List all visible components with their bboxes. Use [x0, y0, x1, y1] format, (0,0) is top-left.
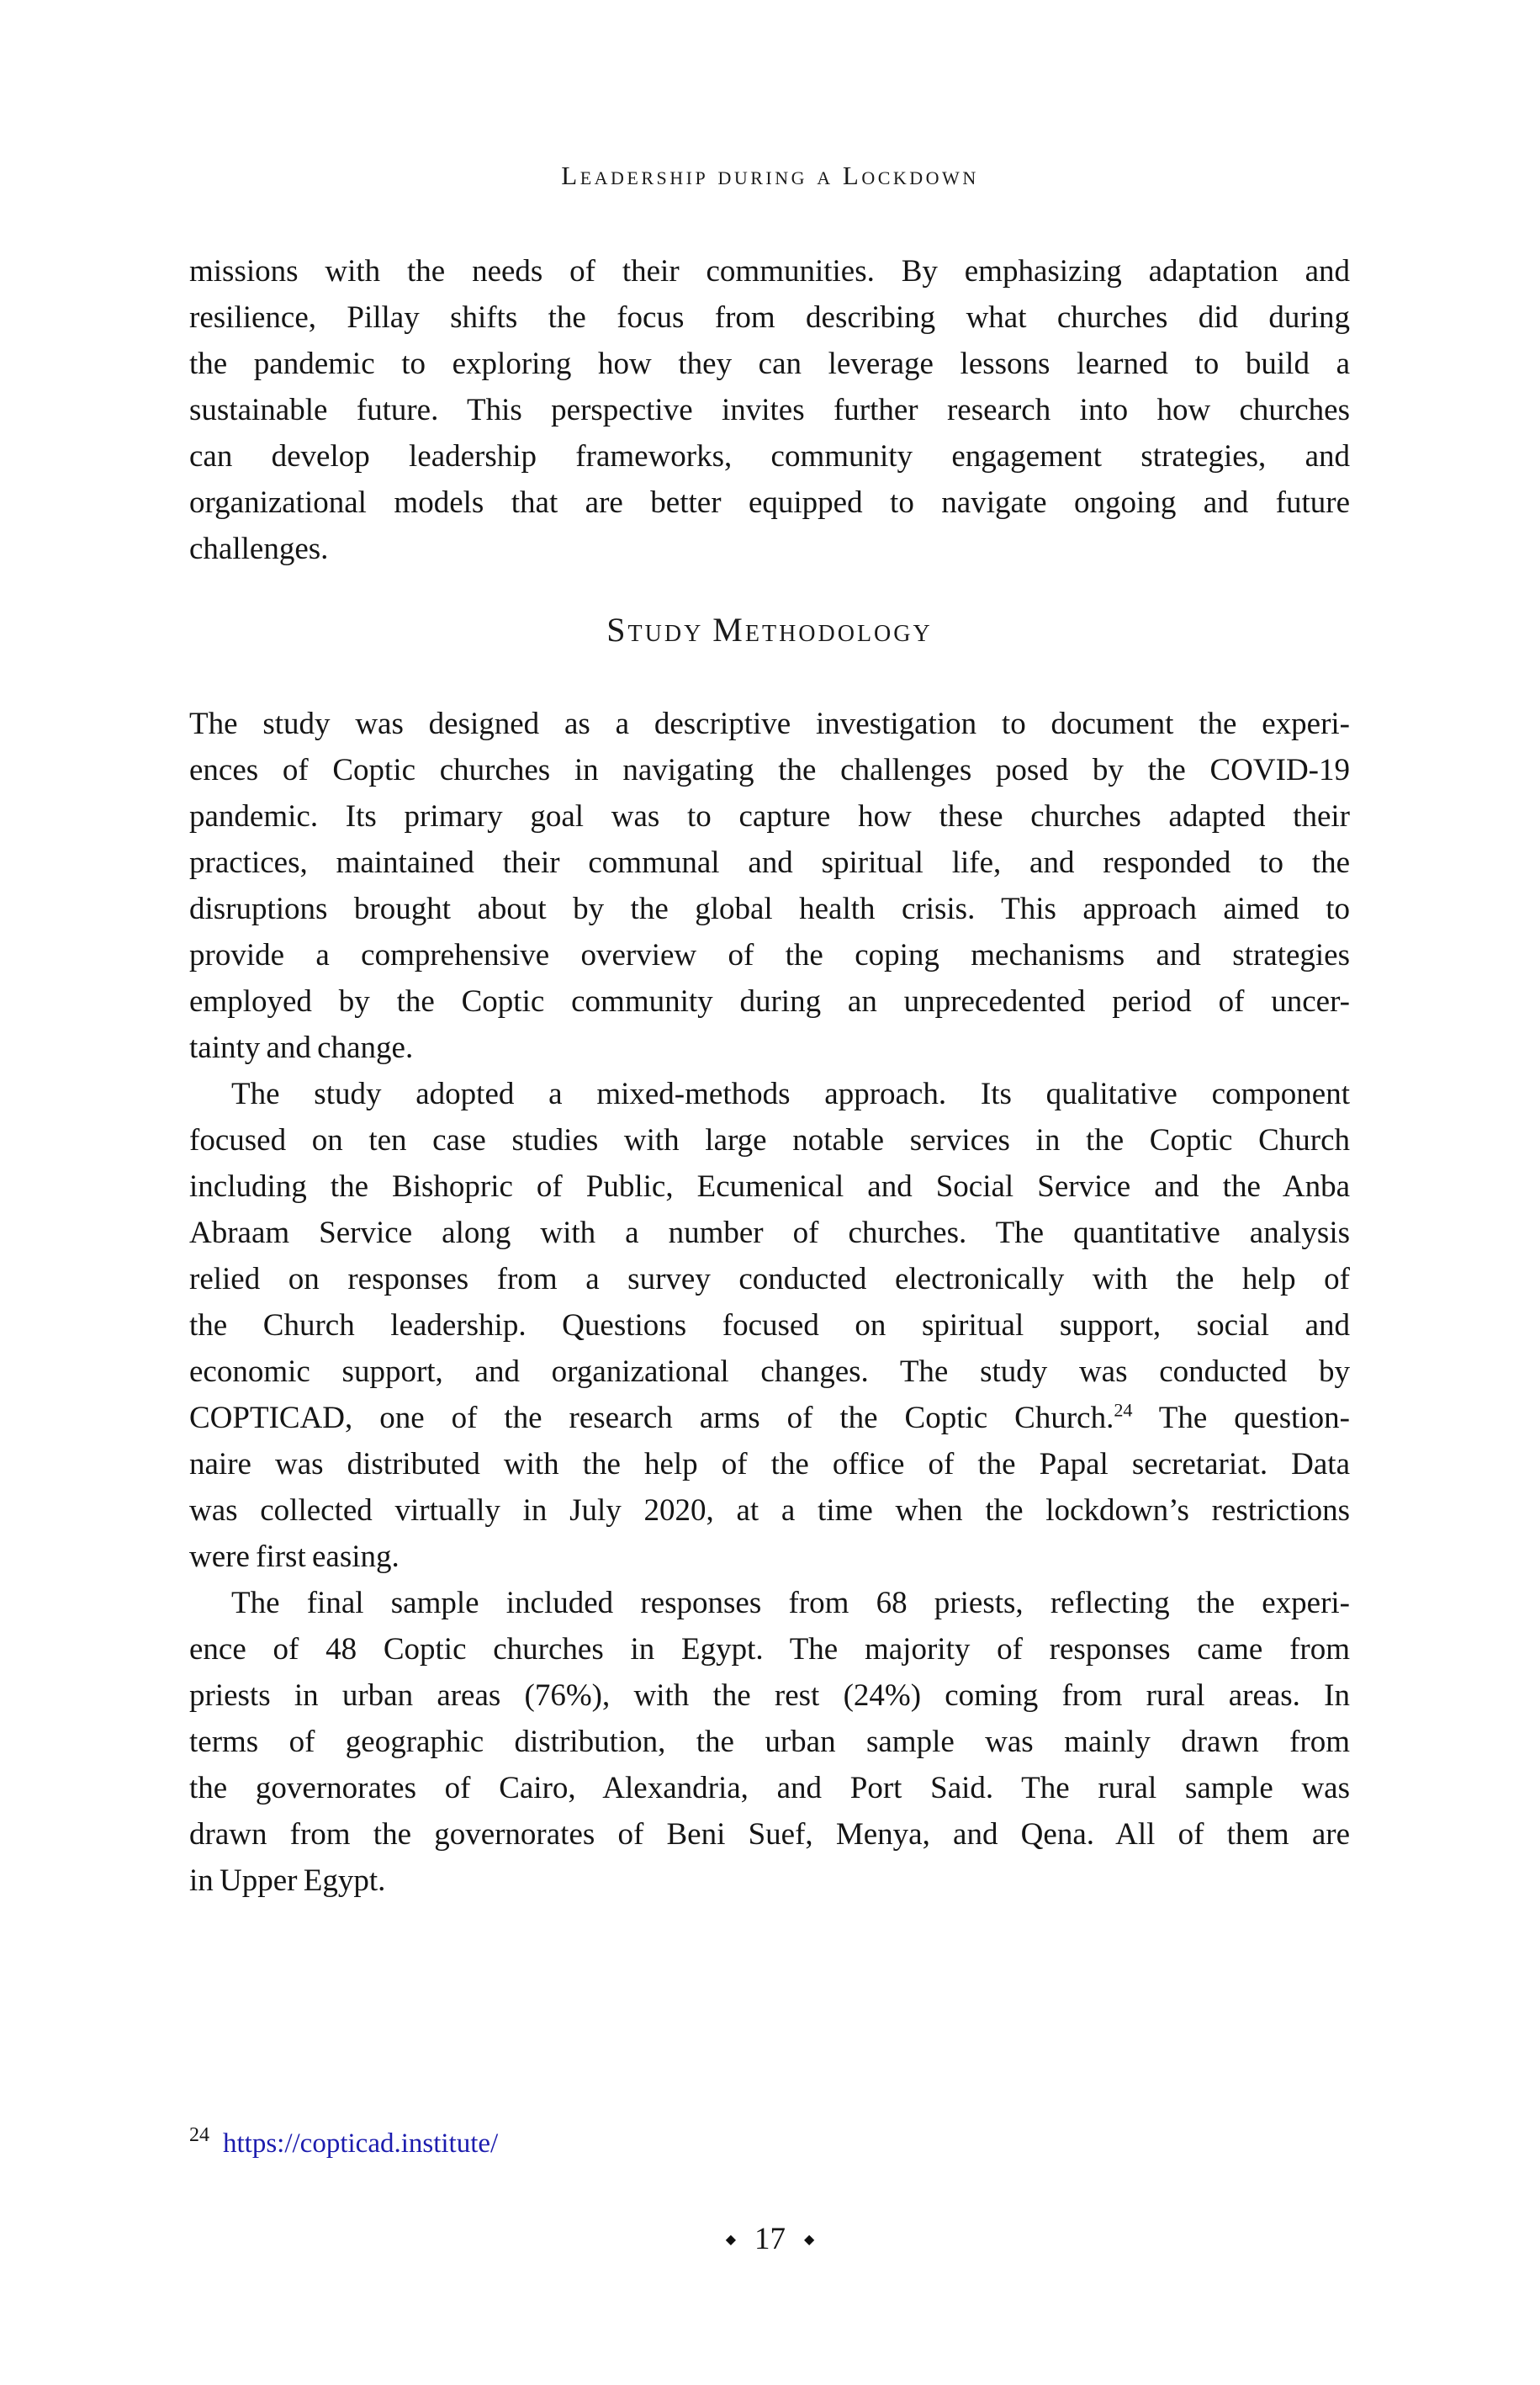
text-line: tainty and change. [189, 1031, 414, 1065]
section-heading: Study Methodology [606, 611, 933, 649]
diamond-ornament-right-icon: ◆ [804, 2231, 815, 2247]
text-line: The final sample included responses from 68 priests, reflecting the experi- [231, 1586, 1350, 1620]
text-line: challenges. [189, 532, 329, 566]
paragraph-methodology [189, 701, 1350, 1071]
page-footer [0, 2221, 1540, 2257]
paragraph-continuation [189, 248, 1350, 572]
text-line: organizational models that are better equipped to navigate ongoing and future [189, 485, 1350, 520]
text-line: was collected virtually in July 2020, at a time when the lockdown’s restrictions [189, 1493, 1350, 1528]
text-line: drawn from the governorates of Beni Suef, Menya, and Qena. All of them are [189, 1817, 1350, 1852]
page-content [189, 248, 1350, 1904]
text-line: resilience, Pillay shifts the focus from describing what churches did during [189, 300, 1350, 335]
running-header: Leadership during a Lockdown [561, 161, 979, 190]
text-line: ences of Coptic churches in navigating the challenges posed by the COVID-19 [189, 753, 1350, 787]
text-line: naire was distributed with the help of the office of the Papal secretariat. Data [189, 1447, 1350, 1481]
text-line: priests in urban areas (76%), with the rest (24%) coming from rural areas. In [189, 1678, 1350, 1713]
text-line: can develop leadership frameworks, community engagement strategies, and [189, 439, 1350, 474]
footnote-reference: 24 [1114, 1399, 1133, 1421]
text-line: employed by the Coptic community during an unprecedented period of uncer- [189, 984, 1350, 1019]
text-line: The study was designed as a descriptive investigation to document the experi- [189, 707, 1350, 741]
footnote-link[interactable]: https://copticad.institute/ [223, 2128, 499, 2159]
text-line: were first easing. [189, 1540, 400, 1574]
page-number: 17 [754, 2222, 786, 2256]
text-line: pandemic. Its primary goal was to capture how these churches adapted their [189, 799, 1350, 834]
text-line: ence of 48 Coptic churches in Egypt. The majority of responses came from [189, 1632, 1350, 1667]
text-line: disruptions brought about by the global health crisis. This approach aimed to [189, 892, 1350, 926]
text-line: in Upper Egypt. [189, 1863, 386, 1898]
text-line: provide a comprehensive overview of the coping mechanisms and strategies [189, 938, 1350, 973]
text-line: missions with the needs of their communities. By emphasizing adaptation and [189, 254, 1350, 289]
text-line: Abraam Service along with a number of churches. The quantitative analysis [189, 1216, 1350, 1250]
text-line: the pandemic to exploring how they can leverage lessons learned to build a [189, 347, 1350, 381]
text-line: the Church leadership. Questions focused on spiritual support, social and [189, 1308, 1350, 1343]
diamond-ornament-left-icon: ◆ [725, 2231, 736, 2247]
text-line: economic support, and organizational changes. The study was conducted by [189, 1354, 1350, 1389]
text-line: including the Bishopric of Public, Ecumenical and Social Service and the Anba [189, 1169, 1350, 1204]
text-line: COPTICAD, one of the research arms of the Coptic Church.$^{24}$ The question- [189, 1399, 1350, 1435]
text-line: relied on responses from a survey conducted electronically with the help of [189, 1262, 1350, 1296]
text-line: sustainable future. This perspective invites further research into how churches [189, 393, 1350, 427]
text-line: focused on ten case studies with large notable services in the Coptic Church [189, 1123, 1350, 1158]
footnote [189, 2125, 498, 2162]
footnote-number: 24 [189, 2124, 209, 2146]
text-line: terms of geographic distribution, the urban sample was mainly drawn from [189, 1725, 1350, 1759]
text-line: The study adopted a mixed-methods approach. Its qualitative component [231, 1077, 1350, 1111]
paragraph-sample [189, 1580, 1350, 1904]
paragraph-mixed-methods [189, 1071, 1350, 1580]
text-line: practices, maintained their communal and spiritual life, and responded to the [189, 845, 1350, 880]
text-line: the governorates of Cairo, Alexandria, and Port Said. The rural sample was [189, 1771, 1350, 1805]
